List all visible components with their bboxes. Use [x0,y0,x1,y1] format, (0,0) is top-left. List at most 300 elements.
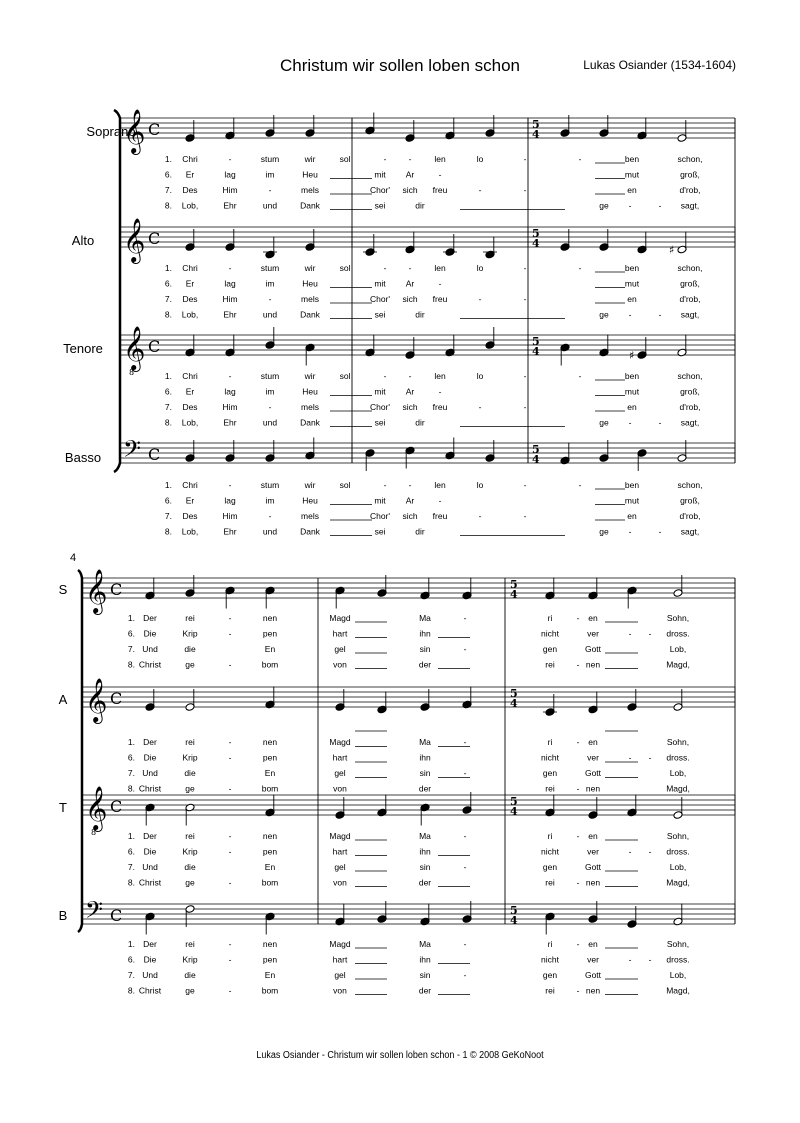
lyric-syllable: Him [222,511,238,521]
time-signature-common: C [148,229,161,248]
lyric-syllable: gel [334,768,346,778]
lyric-hyphen: - [463,831,467,841]
lyric-syllable: en [627,402,637,412]
lyric-hyphen: - [228,371,232,381]
lyric-hyphen: - [383,263,387,273]
lyric-syllable: sin [419,644,431,654]
lyric-syllable: Er [185,495,195,506]
lyric-syllable: Lob, [181,200,199,211]
voice-label-s: S [58,582,68,597]
time-signature-common: C [110,689,123,708]
lyric-hyphen: - [463,768,467,778]
lyric-syllable: gen [542,862,558,872]
lyric-syllable: Sohn, [666,939,690,949]
time-signature-numerator: 5 [532,118,540,131]
voice-label-b: B [58,908,68,923]
lyric-syllable: Him [222,294,238,304]
voice-label-a: A [58,692,68,707]
lyric-syllable: Gott [584,862,602,872]
lyric-hyphen: - [228,831,232,841]
lyric-syllable: rei [545,783,555,794]
lyric-syllable: len [434,480,446,490]
lyric-syllable: 1. [127,831,135,841]
lyric-syllable: Ma [419,939,431,949]
lyric-syllable: Und [142,862,158,872]
lyric-syllable: mit [374,495,386,506]
lyric-syllable: 7. [164,185,172,195]
lyric-syllable: en [588,737,598,747]
bass-clef-icon: 𝄢 [85,896,104,929]
lyric-syllable: Ma [419,831,431,841]
lyric-hyphen: - [268,402,272,412]
lyric-syllable: nen [585,877,601,888]
bass-clef-icon: 𝄢 [123,435,142,468]
lyric-syllable: pen [262,846,278,857]
lyric-hyphen: - [628,200,632,211]
lyric-hyphen: - [578,480,582,490]
lyric-syllable: 8. [164,526,172,537]
lyric-syllable: mut [624,278,640,289]
lyric-syllable: Die [143,628,157,639]
lyric-hyphen: - [228,985,232,996]
lyric-hyphen: - [268,294,272,304]
lyric-syllable: ge [185,783,195,794]
lyric-syllable: sagt, [680,417,700,428]
lyric-syllable: groß, [680,386,700,397]
lyric-syllable: sagt, [680,200,700,211]
lyric-syllable: nen [585,783,601,794]
time-signature-numerator: 5 [510,687,518,700]
time-signature-numerator: 5 [510,795,518,808]
lyric-hyphen: - [523,263,527,273]
time-signature-denominator: 4 [532,453,540,466]
lyric-syllable: Christ [138,985,162,996]
lyric-syllable: rei [545,659,555,670]
lyric-hyphen: - [478,185,482,195]
voice-label-soprano: Soprano [86,124,136,139]
lyric-syllable: Gott [584,970,602,980]
lyric-syllable: ge [599,309,609,320]
lyric-syllable: mels [301,402,319,412]
lyric-syllable: schon, [677,480,703,490]
sharp-icon: ♯ [669,243,675,257]
lyric-hyphen: - [228,628,232,639]
lyric-syllable: sol [339,371,351,381]
lyric-syllable: Sohn, [666,831,690,841]
time-signature-common: C [110,580,123,599]
lyric-syllable: ben [624,154,640,164]
lyric-hyphen: - [228,659,232,670]
lyric-syllable: mit [374,169,386,180]
lyric-syllable: wir [304,154,316,164]
lyric-syllable: lag [224,278,236,289]
lyric-syllable: Des [182,511,198,521]
lyric-syllable: ge [185,985,195,996]
lyric-hyphen: - [628,309,632,320]
lyric-syllable: nicht [541,752,559,763]
lyric-syllable: dir [415,200,425,211]
treble-clef-icon: 𝄞 [85,569,108,613]
lyric-syllable: Krip [182,752,198,763]
lyric-syllable: 6. [127,628,135,639]
lyric-syllable: Er [185,386,195,397]
lyric-syllable: Ma [419,613,431,623]
lyric-hyphen: - [523,480,527,490]
lyric-syllable: sagt, [680,526,700,537]
lyric-hyphen: - [576,659,580,670]
lyric-syllable: ihn [419,954,431,965]
lyric-syllable: gel [334,862,346,872]
lyric-syllable: ge [185,659,195,670]
lyric-syllable: Und [142,970,158,980]
lyric-syllable: sagt, [680,309,700,320]
lyric-syllable: lo [476,263,484,273]
lyric-hyphen: - [578,371,582,381]
time-signature-denominator: 4 [510,588,518,601]
lyric-syllable: rei [185,939,195,949]
lyric-hyphen: - [576,783,580,794]
lyric-syllable: len [434,263,446,273]
time-signature-denominator: 4 [532,128,540,141]
lyric-hyphen: - [268,185,272,195]
lyric-syllable: bom [261,659,279,670]
lyric-syllable: pen [262,628,278,639]
lyric-syllable: gen [542,768,558,778]
time-signature-denominator: 4 [510,914,518,927]
lyric-syllable: 7. [164,511,172,521]
lyric-syllable: Chor' [369,511,391,521]
lyric-hyphen: - [228,263,232,273]
lyric-syllable: Christ [138,877,162,888]
lyric-syllable: Chor' [369,402,391,412]
lyric-syllable: 1. [164,371,172,381]
lyric-hyphen: - [576,939,580,949]
lyric-syllable: nicht [541,954,559,965]
lyric-syllable: Lob, [181,417,199,428]
lyric-hyphen: - [576,737,580,747]
lyric-syllable: mit [374,386,386,397]
time-signature-common: C [148,445,161,464]
lyric-syllable: mit [374,278,386,289]
lyric-hyphen: - [228,154,232,164]
lyric-hyphen: - [463,644,467,654]
lyric-syllable: lag [224,386,236,397]
lyric-hyphen: - [228,613,232,623]
lyric-syllable: nicht [541,846,559,857]
lyric-syllable: nicht [541,628,559,639]
lyric-syllable: lag [224,169,236,180]
time-signature-common: C [148,120,161,139]
lyric-syllable: len [434,154,446,164]
system-bracket [114,110,120,472]
lyric-syllable: Dank [300,417,320,428]
lyric-syllable: Des [182,185,198,195]
system-bracket [78,570,82,932]
lyric-hyphen: - [576,985,580,996]
treble-clef-icon: 𝄞 [123,326,146,370]
lyric-syllable: groß, [680,169,700,180]
lyric-syllable: 7. [164,294,172,304]
lyric-hyphen: - [523,294,527,304]
lyric-syllable: dir [415,309,425,320]
octave-mark: 8 [91,828,97,837]
lyric-syllable: mut [624,495,640,506]
lyric-syllable: ge [599,417,609,428]
lyric-syllable: rei [545,877,555,888]
lyric-hyphen: - [228,480,232,490]
lyric-syllable: 8. [127,985,135,996]
lyric-syllable: und [262,309,278,320]
lyric-hyphen: - [268,511,272,521]
treble-clef-icon: 𝄞 [85,786,108,830]
lyric-syllable: Er [185,278,195,289]
lyric-syllable: rei [185,737,195,747]
lyric-syllable: ri [547,613,553,623]
voice-label-tenore: Tenore [63,341,103,356]
lyric-hyphen: - [408,371,412,381]
lyric-hyphen: - [463,862,467,872]
lyric-syllable: 1. [164,480,172,490]
lyric-syllable: Heu [302,495,318,506]
lyric-hyphen: - [463,970,467,980]
lyric-syllable: Gott [584,644,602,654]
lyric-syllable: ri [547,939,553,949]
lyric-syllable: dross. [666,752,690,763]
lyric-hyphen: - [628,846,632,857]
voice-label-alto: Alto [71,233,95,248]
lyric-syllable: sin [419,768,431,778]
lyric-syllable: Die [143,846,157,857]
lyric-syllable: d'rob, [679,511,701,521]
lyric-hyphen: - [523,511,527,521]
lyric-syllable: von [333,659,347,670]
lyric-syllable: sich [402,185,418,195]
lyric-syllable: gel [334,970,346,980]
lyric-syllable: hart [332,954,348,965]
time-signature-common: C [110,797,123,816]
lyric-syllable: Des [182,402,198,412]
lyric-syllable: ri [547,737,553,747]
lyric-syllable: groß, [680,278,700,289]
lyric-syllable: der [418,783,432,794]
lyric-hyphen: - [228,939,232,949]
lyric-hyphen: - [463,939,467,949]
lyric-syllable: 7. [127,970,135,980]
lyric-hyphen: - [578,263,582,273]
lyric-syllable: nen [262,737,278,747]
lyric-syllable: 6. [164,169,172,180]
lyric-syllable: nen [585,985,601,996]
lyric-syllable: ihn [419,628,431,639]
lyric-syllable: die [184,862,196,872]
lyric-syllable: en [588,831,598,841]
lyric-hyphen: - [658,200,662,211]
lyric-hyphen: - [628,526,632,537]
lyric-syllable: stum [260,371,280,381]
lyric-syllable: ben [624,480,640,490]
lyric-syllable: Lob, [669,768,687,778]
lyric-syllable: Der [143,831,157,841]
lyric-syllable: 8. [164,309,172,320]
lyric-syllable: Magd [329,939,351,949]
lyric-syllable: der [418,877,432,888]
lyric-syllable: von [333,783,347,794]
lyric-syllable: Er [185,169,195,180]
lyric-syllable: 6. [164,278,172,289]
lyric-syllable: Lob, [669,644,687,654]
lyric-syllable: 1. [164,154,172,164]
lyric-syllable: sol [339,263,351,273]
lyric-syllable: 7. [127,644,135,654]
lyric-syllable: len [434,371,446,381]
lyric-syllable: Und [142,644,158,654]
lyric-hyphen: - [628,417,632,428]
voice-label-basso: Basso [64,450,102,465]
lyric-syllable: Dank [300,309,320,320]
lyric-syllable: nen [262,939,278,949]
voice-label-t: T [59,800,67,815]
lyric-syllable: Dank [300,526,320,537]
lyric-syllable: Magd [329,831,351,841]
lyric-syllable: der [418,985,432,996]
lyric-syllable: Ehr [223,309,237,320]
lyric-syllable: Heu [302,386,318,397]
lyric-syllable: Sohn, [666,737,690,747]
lyric-syllable: im [265,495,275,506]
lyric-syllable: die [184,970,196,980]
lyric-hyphen: - [658,417,662,428]
lyric-syllable: sin [419,862,431,872]
page-footer: Lukas Osiander - Christum wir sollen loben schon - 1 © 2008 GeKoNoot [256,1050,544,1061]
lyric-syllable: Lob, [181,526,199,537]
lyric-hyphen: - [383,480,387,490]
lyric-syllable: bom [261,985,279,996]
lyric-hyphen: - [478,294,482,304]
lyric-hyphen: - [578,154,582,164]
treble-clef-icon: 𝄞 [85,678,108,722]
lyric-syllable: sich [402,511,418,521]
lyric-syllable: Die [143,954,157,965]
lyric-hyphen: - [228,752,232,763]
lyric-syllable: Ar [405,278,415,289]
lyric-syllable: Der [143,613,157,623]
lyric-hyphen: - [576,613,580,623]
time-signature-numerator: 5 [510,904,518,917]
lyric-syllable: sich [402,294,418,304]
lyric-syllable: Christ [138,659,162,670]
lyric-hyphen: - [438,169,442,180]
lyric-syllable: Gott [584,768,602,778]
lyric-syllable: freu [432,294,448,304]
lyric-hyphen: - [648,752,652,763]
lyric-syllable: 8. [127,659,135,670]
time-signature-numerator: 5 [532,227,540,240]
lyric-syllable: Magd, [666,985,690,996]
lyric-syllable: und [262,200,278,211]
lyric-syllable: sol [339,480,351,490]
lyric-hyphen: - [523,371,527,381]
lyric-syllable: 6. [164,495,172,506]
lyric-syllable: im [265,386,275,397]
lyric-syllable: dross. [666,954,690,965]
treble-clef-icon: 𝄞 [123,218,146,262]
lyric-hyphen: - [228,783,232,794]
lyric-syllable: freu [432,185,448,195]
lyric-syllable: Chri [182,480,198,490]
lyric-syllable: von [333,877,347,888]
lyric-syllable: mels [301,511,319,521]
lyric-syllable: Heu [302,278,318,289]
time-signature-denominator: 4 [510,805,518,818]
lyric-syllable: stum [260,480,280,490]
lyric-syllable: Chri [182,371,198,381]
lyric-syllable: Magd [329,737,351,747]
time-signature-numerator: 5 [510,578,518,591]
lyric-syllable: ben [624,263,640,273]
lyric-syllable: ben [624,371,640,381]
lyric-syllable: wir [304,371,316,381]
lyric-syllable: hart [332,752,348,763]
lyric-syllable: Der [143,737,157,747]
time-signature-denominator: 4 [532,345,540,358]
lyric-syllable: Ar [405,169,415,180]
lyric-syllable: Him [222,402,238,412]
lyric-syllable: hart [332,846,348,857]
lyric-syllable: 7. [127,768,135,778]
lyric-hyphen: - [438,386,442,397]
lyric-syllable: bom [261,877,279,888]
lyric-syllable: dir [415,526,425,537]
lyric-syllable: Sohn, [666,613,690,623]
time-signature-numerator: 5 [532,443,540,456]
lyric-syllable: lo [476,371,484,381]
lyric-syllable: Chri [182,154,198,164]
lyric-syllable: Ar [405,386,415,397]
lyric-syllable: en [627,185,637,195]
lyric-syllable: rei [545,985,555,996]
lyric-syllable: die [184,768,196,778]
lyric-hyphen: - [658,526,662,537]
lyric-syllable: Magd, [666,783,690,794]
lyric-syllable: nen [262,831,278,841]
lyric-syllable: freu [432,402,448,412]
lyric-syllable: lag [224,495,236,506]
lyric-syllable: Chor' [369,185,391,195]
lyric-syllable: Magd, [666,877,690,888]
lyric-syllable: pen [262,752,278,763]
lyric-syllable: en [588,613,598,623]
octave-mark: 8 [129,368,135,377]
lyric-syllable: sin [419,970,431,980]
lyric-syllable: Ehr [223,200,237,211]
lyric-syllable: En [264,970,276,980]
lyric-syllable: 8. [164,417,172,428]
lyric-hyphen: - [408,154,412,164]
lyric-syllable: Die [143,752,157,763]
lyric-hyphen: - [228,954,232,965]
time-signature-denominator: 4 [510,697,518,710]
lyric-hyphen: - [628,752,632,763]
lyric-syllable: 1. [164,263,172,273]
lyric-syllable: im [265,169,275,180]
lyric-syllable: 1. [127,939,135,949]
lyric-hyphen: - [228,877,232,888]
lyric-hyphen: - [408,263,412,273]
lyric-syllable: Krip [182,954,198,965]
lyric-syllable: Und [142,768,158,778]
lyric-syllable: schon, [677,154,703,164]
time-signature-denominator: 4 [532,237,540,250]
